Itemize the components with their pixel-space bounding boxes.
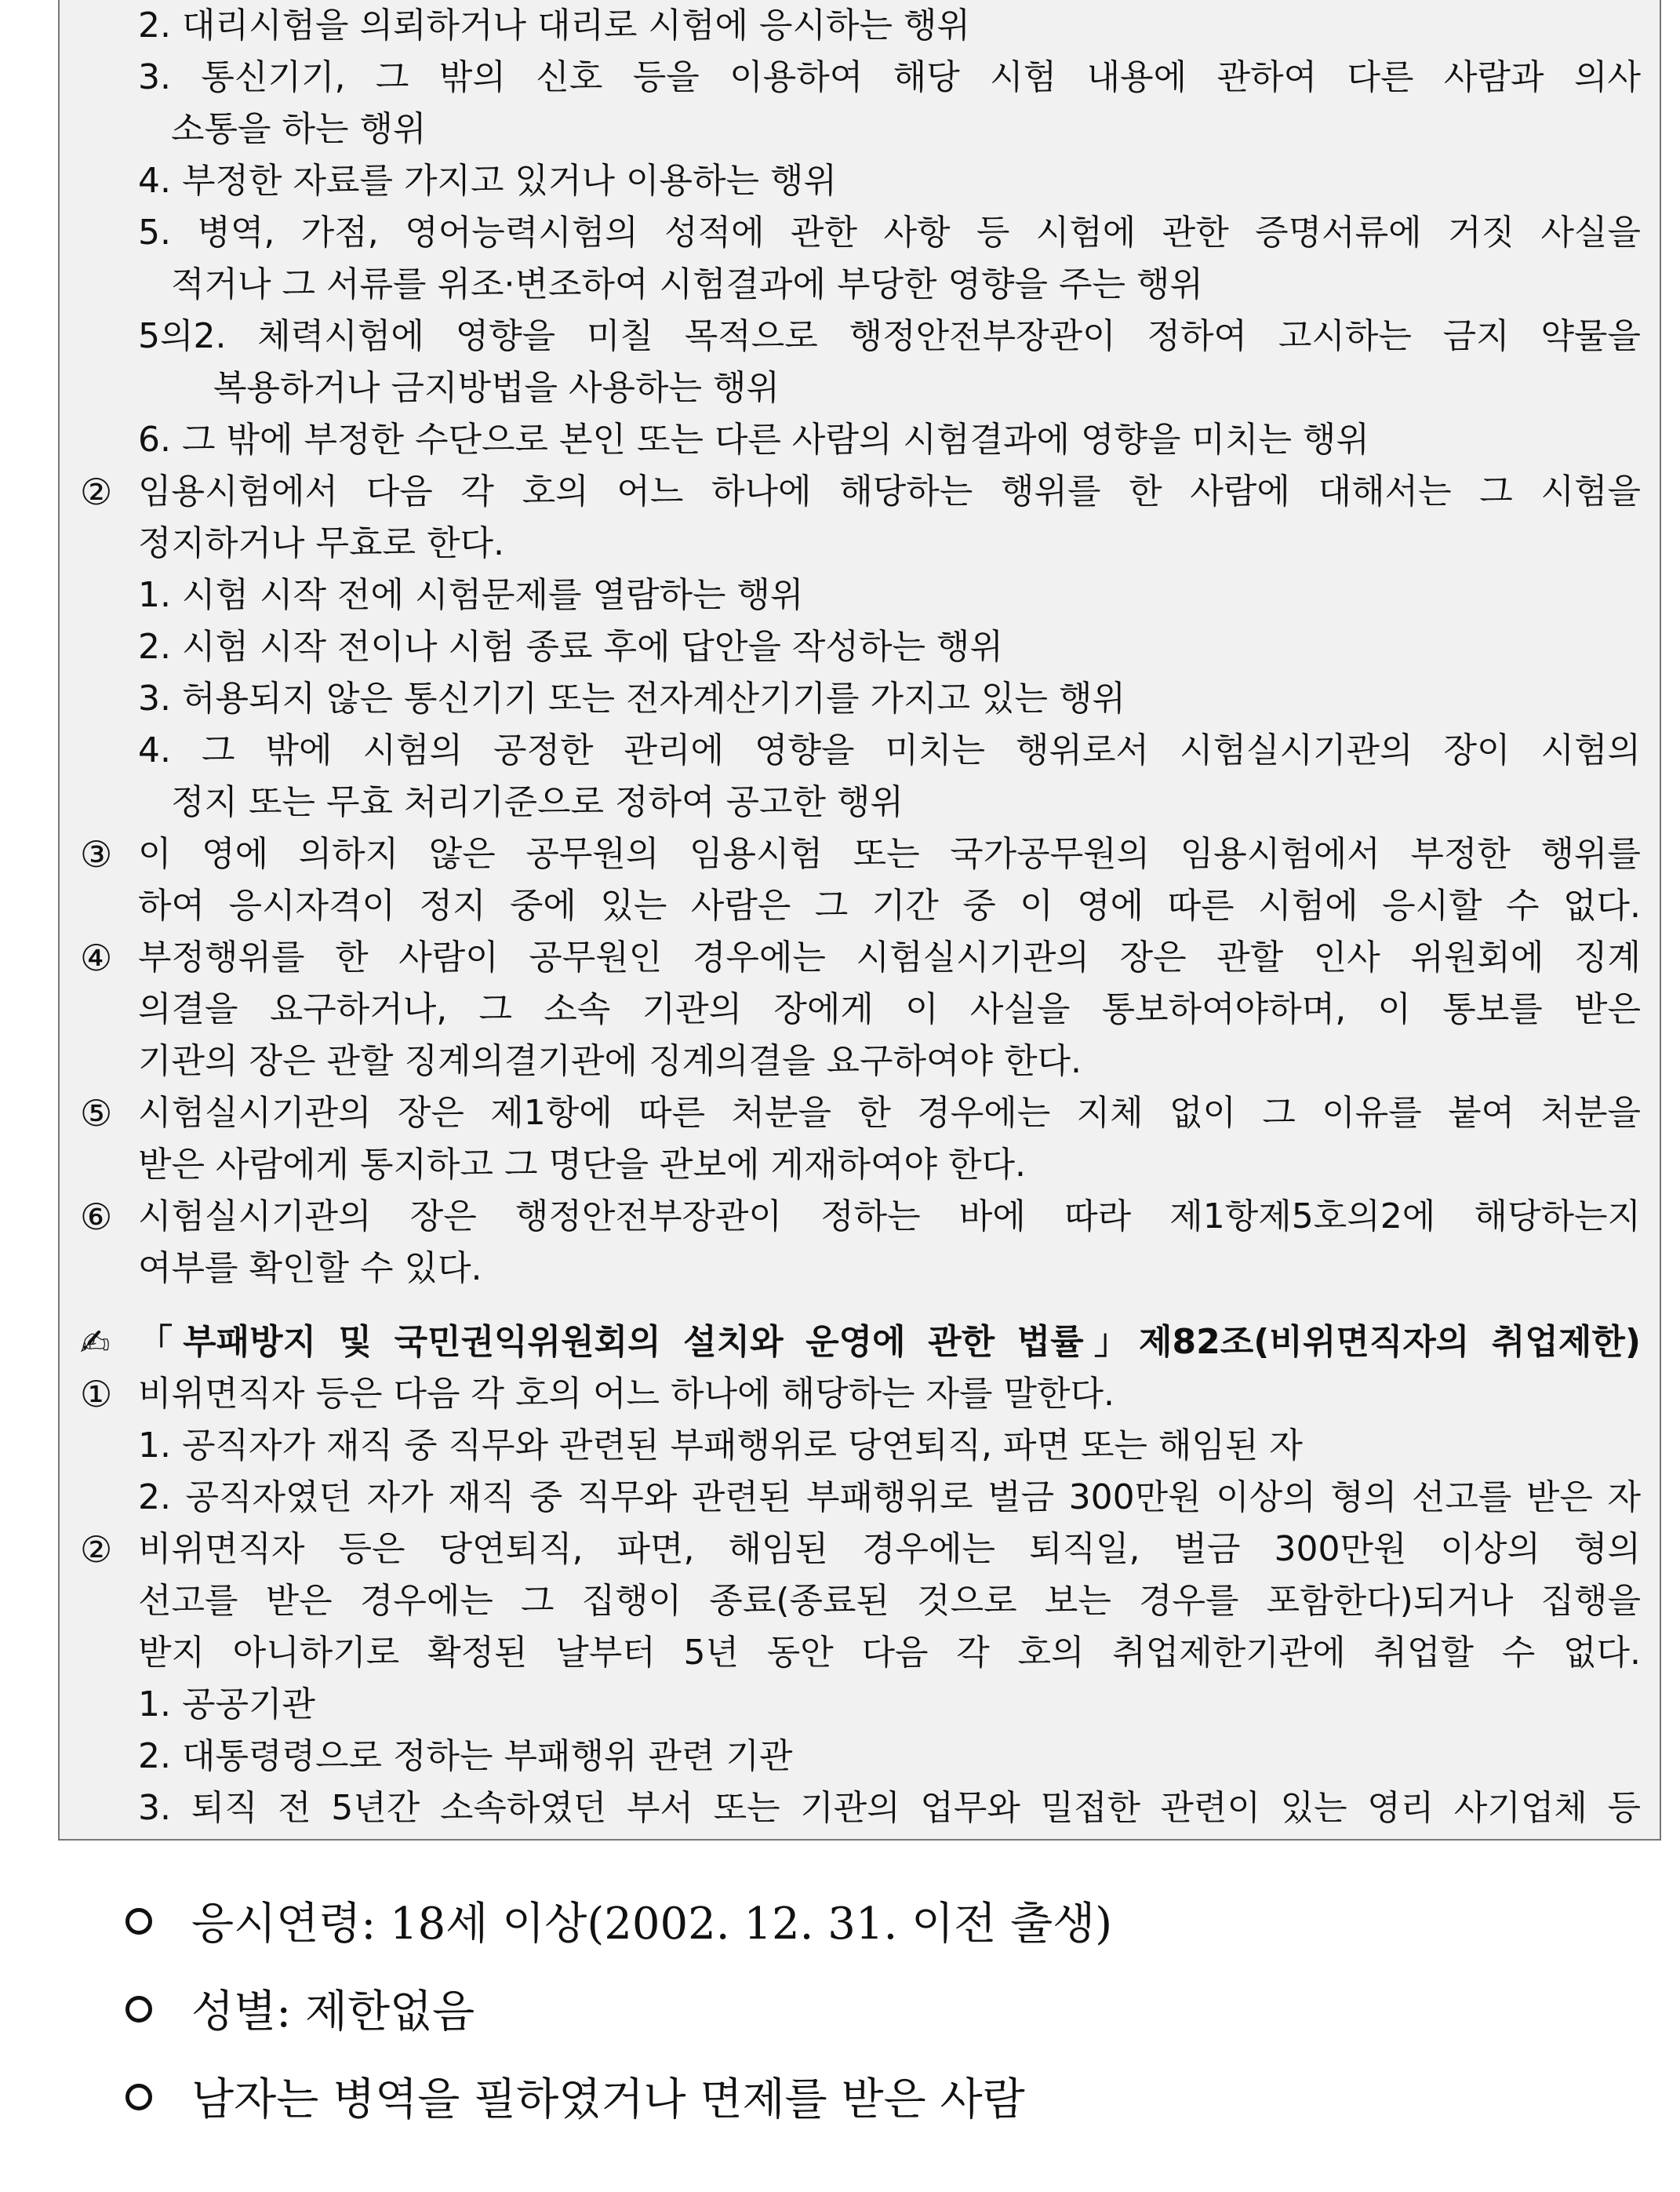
clause-marker: ② [80,1528,113,1571]
law-text-line: 5의2. 체력시험에 영향을 미칠 목적으로 행정안전부장관이 정하여 고시하는 금지 약물을 [138,316,1641,356]
law-text-line: 정지 또는 무효 처리기준으로 정하여 공고한 행위 [171,782,904,822]
clause-marker: ① [80,1373,113,1415]
requirement-item [125,2073,1025,2128]
requirement-text: 남자는 병역을 필하였거나 면제를 받은 사람 [191,2074,1025,2125]
circle-bullet-icon [125,1996,152,2023]
law-text-line: 2. 대리시험을 의뢰하거나 대리로 시험에 응시하는 행위 [138,5,970,46]
law-text-line: 받은 사람에게 통지하고 그 명단을 관보에 게재하여야 한다. [138,1145,1026,1185]
law-text-line: 1. 공직자가 재직 중 직무와 관련된 부패행위로 당연퇴직, 파면 또는 해임된 자 [138,1426,1303,1466]
law-text-line: 선고를 받은 경우에는 그 집행이 종료(종료된 것으로 보는 경우를 포함한다)되거나 집행을 [138,1581,1641,1621]
law-text-line: 4. 그 밖에 시험의 공정한 관리에 영향을 미치는 행위로서 시험실시기관의 장이 시험의 [138,730,1641,770]
law-text-line: 4. 부정한 자료를 가지고 있거나 이용하는 행위 [138,161,837,201]
requirement-text: 응시연령: 18세 이상(2002. 12. 31. 이전 출생) [191,1899,1113,1950]
clause-marker: ⑤ [80,1092,113,1134]
law-text-line: 2. 시험 시작 전이나 시험 종료 후에 답안을 작성하는 행위 [138,627,1003,667]
law-text-line: 「부패방지 및 국민권익위원회의 설치와 운영에 관한 법률」제82조(비위면직자의 취업제한) [138,1322,1641,1362]
law-text-line: 2. 공직자였던 자가 재직 중 직무와 관련된 부패행위로 벌금 300만원 이상의 형의 선고를 받은 자 [138,1477,1641,1517]
clause-marker: ② [80,471,113,513]
law-text-line: 복용하거나 금지방법을 사용하는 행위 [213,368,780,408]
requirement-item [125,1985,475,2040]
law-text-line: 시험실시기관의 장은 제1항에 따른 처분을 한 경우에는 지체 없이 그 이유를 붙여 처분을 [138,1093,1641,1133]
law-text-line: 부정행위를 한 사람이 공무원인 경우에는 시험실시기관의 장은 관할 인사 위원회에 징계 [138,938,1641,978]
law-text-line: 3. 허용되지 않은 통신기기 또는 전자계산기기를 가지고 있는 행위 [138,679,1125,719]
law-text-line: 받지 아니하기로 확정된 날부터 5년 동안 다음 각 호의 취업제한기관에 취업할 수 없다. [138,1633,1641,1673]
law-text-line: 적거나 그 서류를 위조·변조하여 시험결과에 부당한 영향을 주는 행위 [171,264,1203,304]
law-text-line: 1. 공공기관 [138,1684,315,1724]
law-text-line: 임용시험에서 다음 각 호의 어느 하나에 해당하는 행위를 한 사람에 대해서는 그 시험을 [138,472,1641,512]
requirement-item [125,1897,1112,1952]
circle-bullet-icon [125,1908,152,1935]
law-text-line: 5. 병역, 가점, 영어능력시험의 성적에 관한 사항 등 시험에 관한 증명서류에 거짓 사실을 [138,213,1642,253]
law-text-line: 6. 그 밖에 부정한 수단으로 본인 또는 다른 사람의 시험결과에 영향을 미치는 행위 [138,420,1369,460]
clause-marker: ③ [80,833,113,876]
law-text-line: 기관의 장은 관할 징계의결기관에 징계의결을 요구하여야 한다. [138,1041,1082,1081]
law-text-line: 의결을 요구하거나, 그 소속 기관의 장에게 이 사실을 통보하여야하며, 이 통보를 받은 [138,989,1641,1029]
clause-marker: ✍ [80,1321,111,1364]
requirement-text: 성별: 제한없음 [191,1986,475,2037]
circle-bullet-icon [125,2084,152,2110]
clause-marker: ⑥ [80,1196,113,1238]
law-text-line: 비위면직자 등은 당연퇴직, 파면, 해임된 경우에는 퇴직일, 벌금 300만원 이상의 형의 [138,1529,1641,1569]
law-text-line: 3. 퇴직 전 5년간 소속하였던 부서 또는 기관의 업무와 밀접한 관련이 있는 영리 사기업체 등 [138,1788,1641,1828]
law-excerpt-box [58,0,1661,1841]
law-text-line: 시험실시기관의 장은 행정안전부장관이 정하는 바에 따라 제1항제5호의2에 해당하는지 [138,1196,1641,1236]
law-text-line: 하여 응시자격이 정지 중에 있는 사람은 그 기간 중 이 영에 따른 시험에 응시할 수 없다. [138,886,1641,926]
law-text-line: 3. 통신기기, 그 밖의 신호 등을 이용하여 해당 시험 내용에 관하여 다른 사람과 의사 [138,57,1641,97]
law-text-line: 여부를 확인할 수 있다. [138,1248,482,1288]
law-text-line: 이 영에 의하지 않은 공무원의 임용시험 또는 국가공무원의 임용시험에서 부정한 행위를 [138,834,1641,874]
law-text-line: 정지하거나 무효로 한다. [138,523,504,563]
law-text-line: 1. 시험 시작 전에 시험문제를 열람하는 행위 [138,575,804,615]
law-text-line: 소통을 하는 행위 [171,109,427,149]
law-text-line: 비위면직자 등은 다음 각 호의 어느 하나에 해당하는 자를 말한다. [138,1374,1115,1414]
law-text-line: 2. 대통령령으로 정하는 부패행위 관련 기관 [138,1736,793,1776]
clause-marker: ④ [80,937,113,979]
